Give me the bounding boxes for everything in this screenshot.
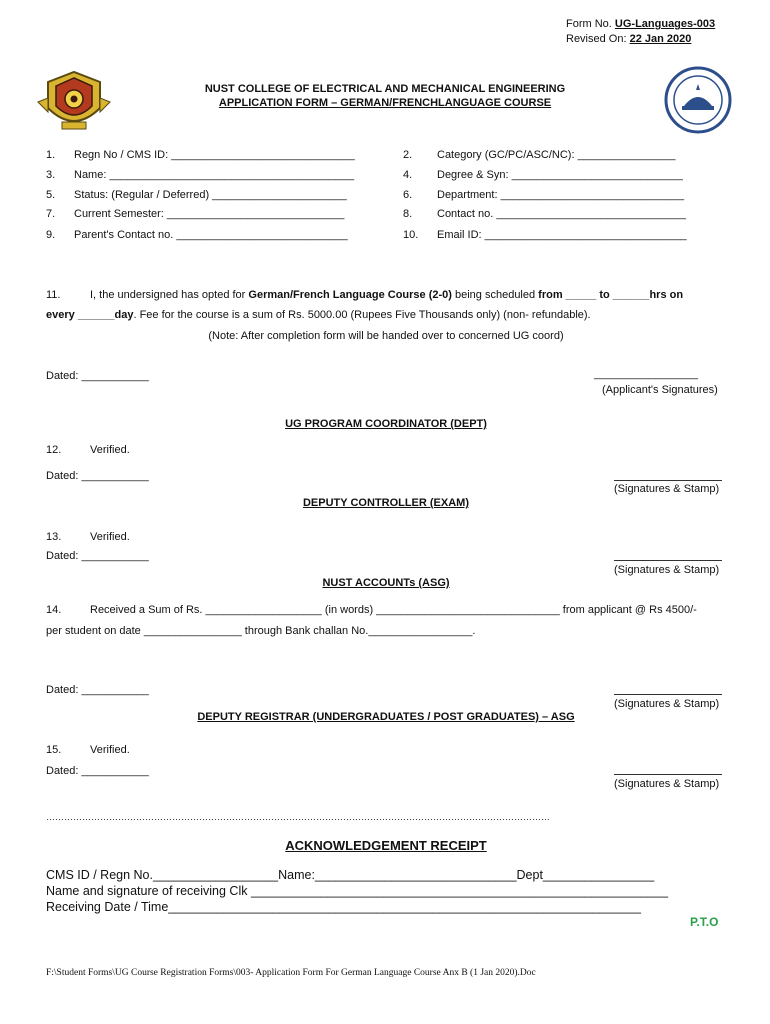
item-number: 12.	[46, 444, 62, 456]
accounts-dated[interactable]: Dated: ___________	[46, 684, 149, 696]
declaration-number: 11.	[46, 289, 61, 301]
applicant-dated[interactable]: Dated: ___________	[46, 370, 149, 382]
acknowledgement-title: ACKNOWLEDGEMENT RECEIPT	[285, 838, 487, 853]
applicant-signature-label: (Applicant's Signatures)	[602, 384, 718, 396]
nust-seal-logo-icon	[664, 66, 732, 134]
signature-line	[614, 560, 722, 561]
field-number: 5.	[46, 189, 56, 201]
parents-contact-field[interactable]: Parent's Contact no. ____________________________	[74, 229, 348, 241]
dep-controller-dated[interactable]: Dated: ___________	[46, 550, 149, 562]
item-number: 15.	[46, 744, 62, 756]
form-title: APPLICATION FORM – GERMAN/FRENCHLANGUAGE COURSE	[218, 97, 552, 109]
signature-line	[614, 774, 722, 775]
pto-label: P.T.O	[690, 915, 719, 929]
field-number: 7.	[46, 208, 56, 220]
received-sum-field[interactable]: Received a Sum of Rs. ___________________ (in words) ______________________________ from applicant @ Rs 4500/-	[90, 604, 697, 616]
signature-line	[614, 480, 722, 481]
emme-college-logo-icon	[36, 68, 112, 136]
regn-cms-id-field[interactable]: Regn No / CMS ID: ______________________________	[74, 149, 355, 161]
deputy-controller-heading: DEPUTY CONTROLLER (EXAM)	[302, 497, 470, 509]
category-field[interactable]: Category (GC/PC/ASC/NC): ________________	[437, 149, 676, 161]
field-number: 6.	[403, 189, 413, 201]
form-number: Form No. UG-Languages-003	[566, 18, 716, 30]
field-number: 1.	[46, 149, 56, 161]
status-field[interactable]: Status: (Regular / Deferred) ______________________	[74, 189, 347, 201]
name-field[interactable]: Name: ________________________________________	[74, 169, 355, 181]
verified-label: Verified.	[90, 444, 130, 456]
signature-stamp-label: (Signatures & Stamp)	[614, 778, 720, 790]
ack-receiving-clerk-field[interactable]: Name and signature of receiving Clk ____________________________________________________________	[46, 884, 669, 898]
declaration-text-line2: every ______day. Fee for the course is a sum of Rs. 5000.00 (Rupees Five Thousands only) (non- refundable).	[46, 309, 591, 321]
signature-line	[614, 694, 722, 695]
challan-field[interactable]: per student on date ________________ through Bank challan No._________________.	[46, 625, 476, 637]
verified-label: Verified.	[90, 531, 130, 543]
signature-stamp-label: (Signatures & Stamp)	[614, 564, 720, 576]
department-field[interactable]: Department: ______________________________	[437, 189, 685, 201]
declaration-text: I, the undersigned has opted for German/French Language Course (2-0) being scheduled from _____ to ______hrs on	[90, 289, 684, 301]
field-number: 4.	[403, 169, 413, 181]
dotted-cut-line: ……………………………………………………………………………………………………………………………………………………	[46, 812, 550, 822]
contact-no-field[interactable]: Contact no. _______________________________	[437, 208, 686, 220]
item-number: 14.	[46, 604, 62, 616]
ug-coord-dated[interactable]: Dated: ___________	[46, 470, 149, 482]
current-semester-field[interactable]: Current Semester: _____________________________	[74, 208, 345, 220]
verified-label: Verified.	[90, 744, 130, 756]
revised-date: Revised On: 22 Jan 2020	[566, 33, 692, 45]
deputy-registrar-heading: DEPUTY REGISTRAR (UNDERGRADUATES / POST GRADUATES) – ASG	[197, 711, 575, 723]
email-id-field[interactable]: Email ID: _________________________________	[437, 229, 687, 241]
field-number: 10.	[403, 229, 419, 241]
nust-accounts-heading: NUST ACCOUNTs (ASG)	[322, 577, 450, 589]
field-number: 3.	[46, 169, 56, 181]
institution-title: NUST COLLEGE OF ELECTRICAL AND MECHANICAL ENGINEERING	[204, 83, 566, 95]
degree-syn-field[interactable]: Degree & Syn: ____________________________	[437, 169, 683, 181]
field-number: 2.	[403, 149, 413, 161]
ack-cms-name-dept-field[interactable]: CMS ID / Regn No.__________________Name:_____________________________Dept________________	[46, 868, 655, 882]
signature-stamp-label: (Signatures & Stamp)	[614, 483, 720, 495]
item-number: 13.	[46, 531, 62, 543]
ack-receiving-date-field[interactable]: Receiving Date / Time____________________________________________________________________	[46, 900, 642, 914]
field-number: 9.	[46, 229, 56, 241]
applicant-signature-line: _________________	[594, 368, 699, 380]
signature-stamp-label: (Signatures & Stamp)	[614, 698, 720, 710]
file-path-footer: F:\Student Forms\UG Course Registration Forms\003- Application Form For German Language Course Anx B (1 Jan 2020).Doc	[46, 968, 536, 978]
declaration-note: (Note: After completion form will be handed over to concerned UG coord)	[208, 330, 564, 342]
field-number: 8.	[403, 208, 413, 220]
ug-coordinator-heading: UG PROGRAM COORDINATOR (DEPT)	[285, 418, 487, 430]
registrar-dated[interactable]: Dated: ___________	[46, 765, 149, 777]
